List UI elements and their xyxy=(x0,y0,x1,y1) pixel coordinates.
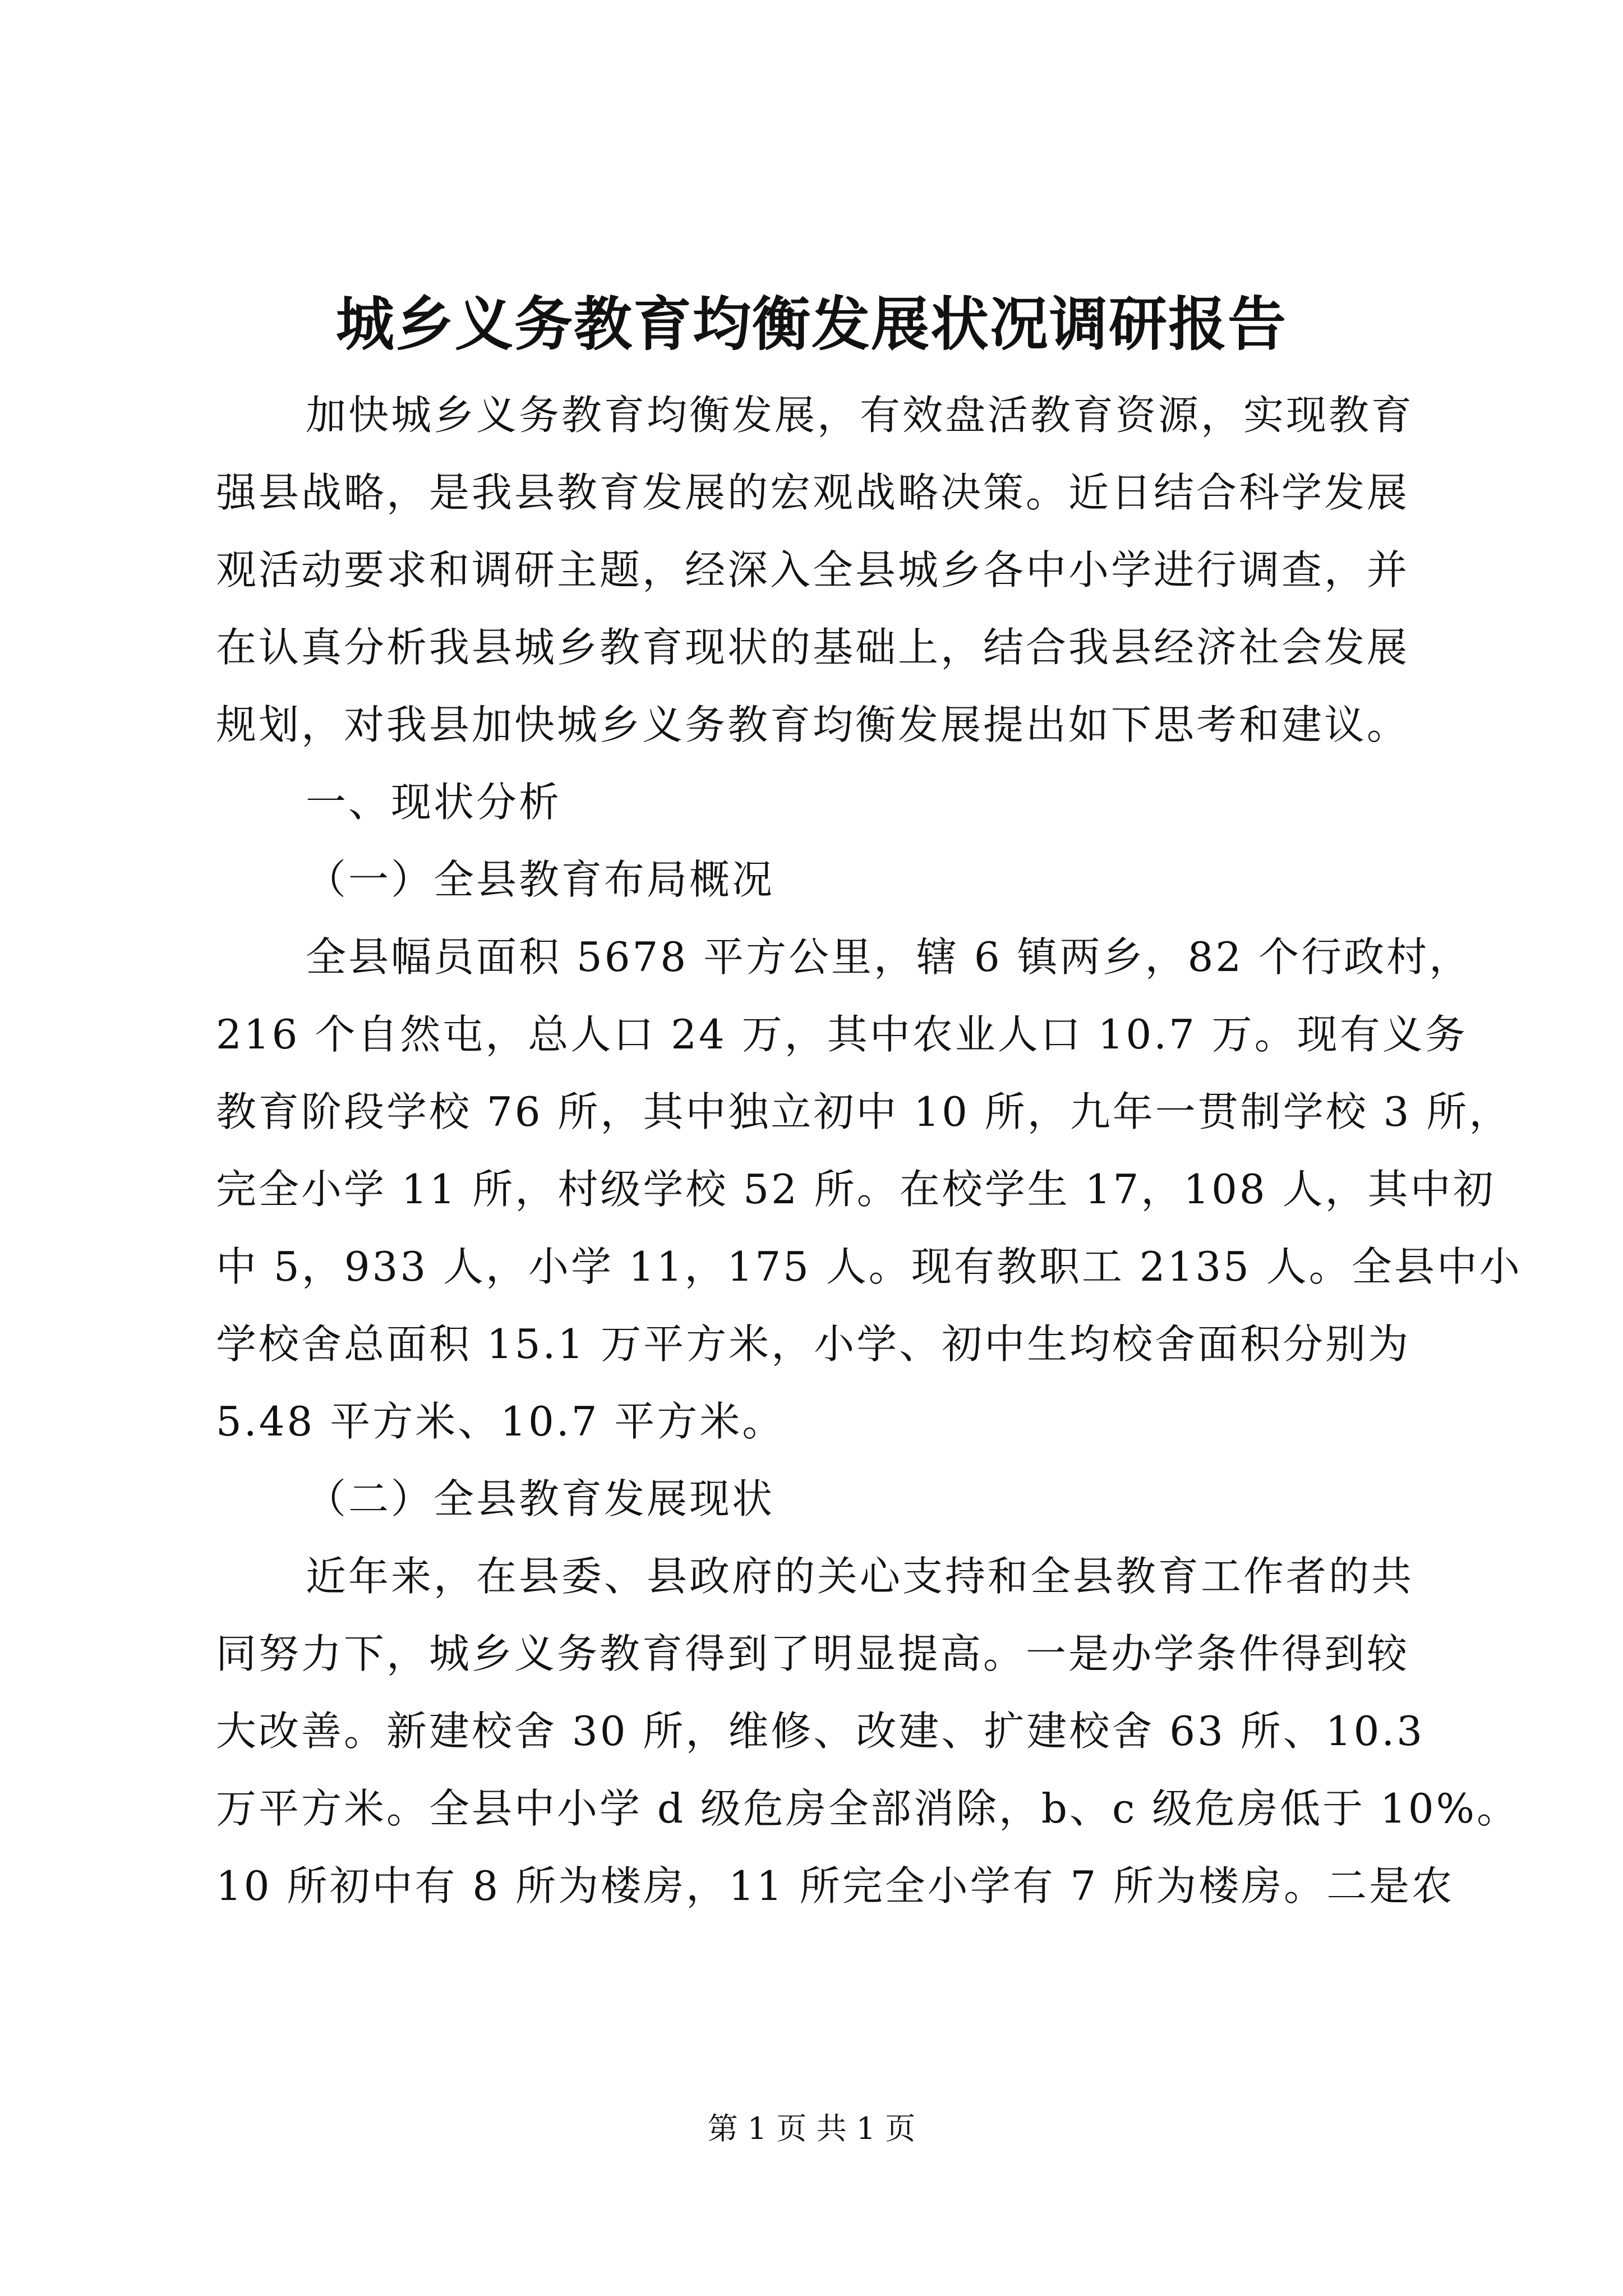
paragraph-line: 在认真分析我县城乡教育现状的基础上，结合我县经济社会发展 xyxy=(216,624,1410,671)
paragraph-line: 5.48 平方米、10.7 平方米。 xyxy=(216,1398,785,1445)
paragraph-line: 大改善。新建校舍 30 所，维修、改建、扩建校舍 63 所、10.3 xyxy=(216,1708,1425,1755)
paragraph-line: 观活动要求和调研主题，经深入全县城乡各中小学进行调查，并 xyxy=(216,546,1410,593)
paragraph-line: 万平方米。全县中小学 d 级危房全部消除，b、c 级危房低于 10%。 xyxy=(216,1785,1520,1832)
paragraph-line: 近年来，在县委、县政府的关心支持和全县教育工作者的共 xyxy=(306,1553,1414,1600)
subsection-heading: （二）全县教育发展现状 xyxy=(306,1475,775,1522)
paragraph-line: 教育阶段学校 76 所，其中独立初中 10 所，九年一贯制学校 3 所， xyxy=(216,1088,1512,1135)
section-heading: 一、现状分析 xyxy=(306,779,562,826)
subsection-heading: （一）全县教育布局概况 xyxy=(306,856,775,903)
paragraph-line: 中 5，933 人，小学 11，175 人。现有教职工 2135 人。全县中小 xyxy=(216,1243,1522,1290)
paragraph-line: 完全小学 11 所，村级学校 52 所。在校学生 17，108 人，其中初 xyxy=(216,1166,1496,1213)
paragraph-line: 全县幅员面积 5678 平方公里，辖 6 镇两乡，82 个行政村， xyxy=(306,933,1472,981)
paragraph-line: 同努力下，城乡义务教育得到了明显提高。一是办学条件得到较 xyxy=(216,1630,1410,1677)
paragraph-line: 学校舍总面积 15.1 万平方米，小学、初中生均校舍面积分别为 xyxy=(216,1320,1411,1368)
paragraph-line: 10 所初中有 8 所为楼房，11 所完全小学有 7 所为楼房。二是农 xyxy=(216,1862,1455,1910)
paragraph-line: 216 个自然屯，总人口 24 万，其中农业人口 10.7 万。现有义务 xyxy=(216,1011,1468,1058)
paragraph-line: 规划，对我县加快城乡义务教育均衡发展提出如下思考和建议。 xyxy=(216,701,1410,748)
paragraph-line: 加快城乡义务教育均衡发展，有效盘活教育资源，实现教育 xyxy=(306,392,1414,439)
page-footer: 第 1 页 共 1 页 xyxy=(707,2111,916,2146)
paragraph-line: 强县战略，是我县教育发展的宏观战略决策。近日结合科学发展 xyxy=(216,469,1410,516)
document-title: 城乡义务教育均衡发展状况调研报告 xyxy=(335,289,1287,358)
